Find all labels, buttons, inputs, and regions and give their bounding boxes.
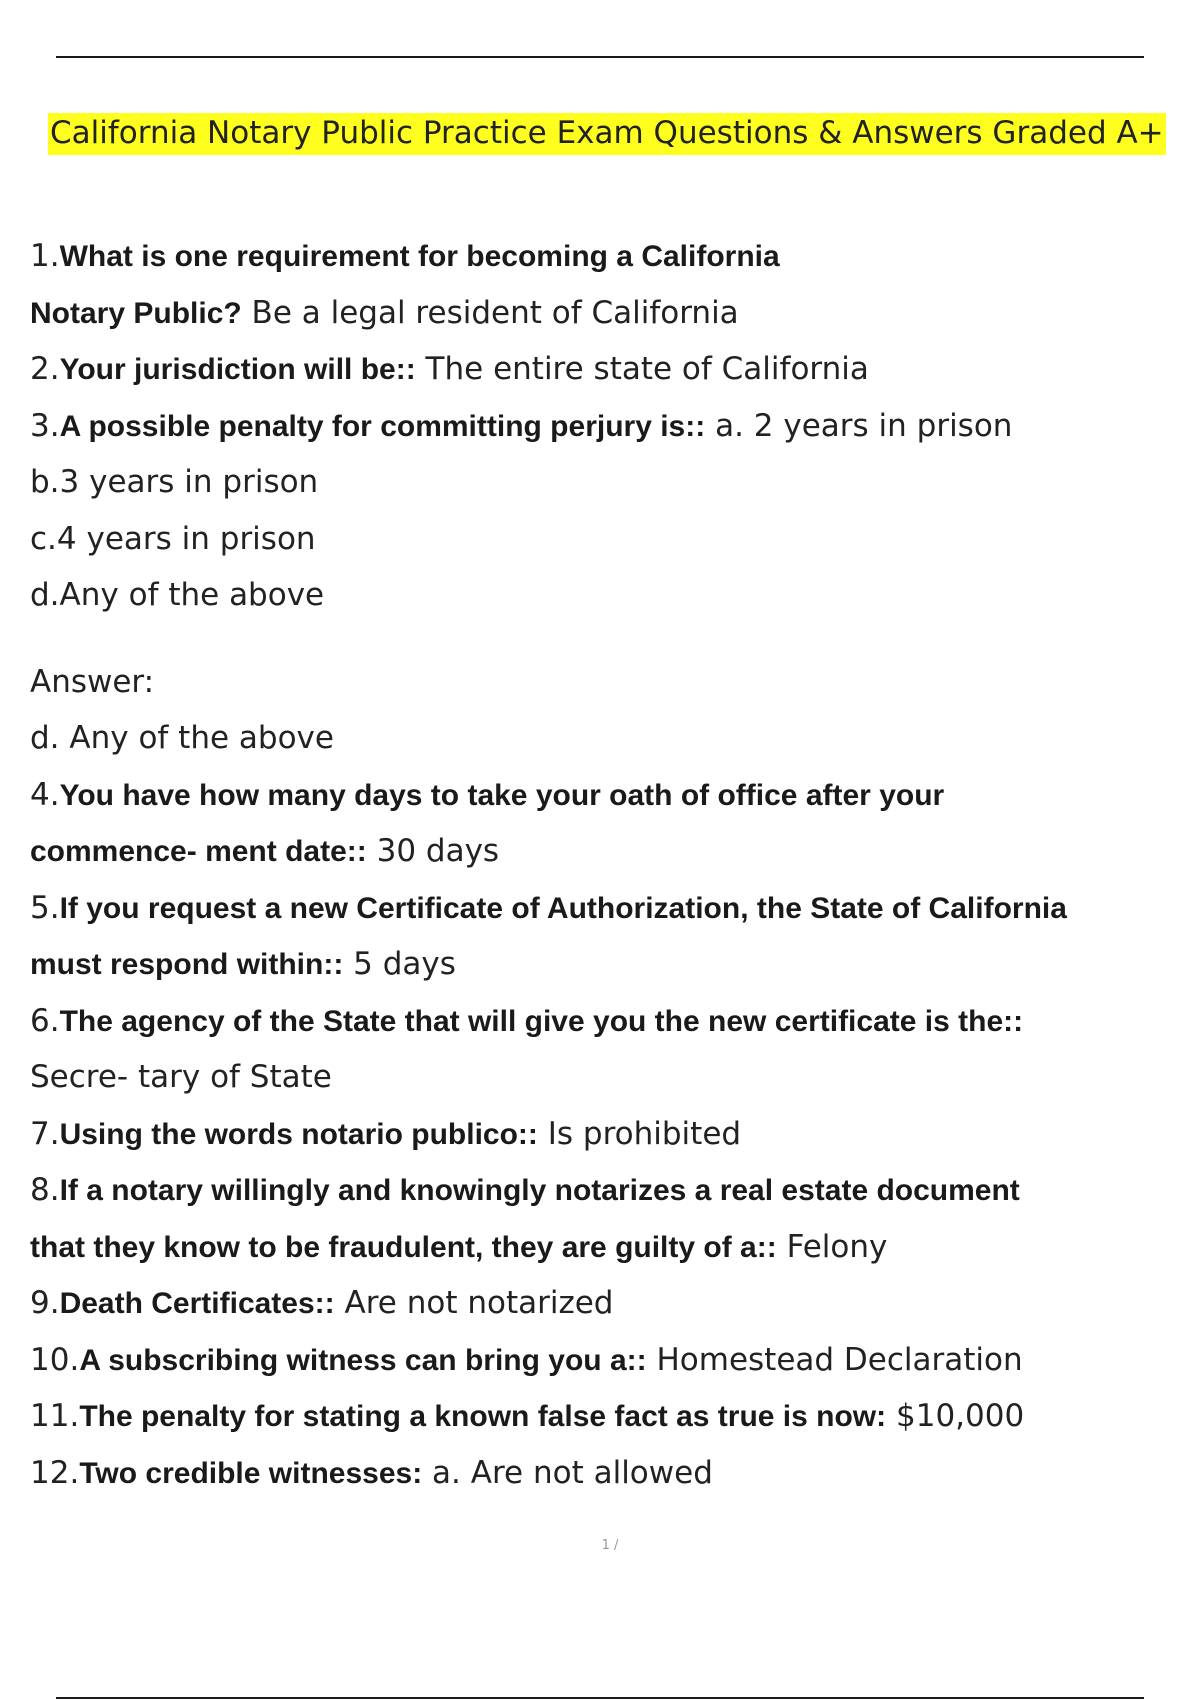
answer-label: Answer:: [30, 663, 155, 700]
question-text: The agency of the State that will give you the new certificate is the::: [59, 1004, 1024, 1038]
answer-text: 5 days: [343, 946, 456, 982]
question-text: commence- ment date::: [30, 835, 367, 868]
question-text: What is one requirement for becoming a California: [59, 240, 780, 273]
option-line: [30, 567, 1180, 624]
answer-text: Felony: [776, 1228, 888, 1265]
qa-line: [30, 1162, 1180, 1219]
item-number: 1.: [30, 238, 60, 274]
question-text: You have how many days to take your oath of office after your: [59, 778, 945, 812]
qa-line: [30, 1445, 1180, 1502]
question-text: If you request a new Certificate of Authorization, the State of California: [59, 891, 1067, 925]
question-text: Death Certificates::: [59, 1287, 335, 1320]
answer-text: Is prohibited: [537, 1115, 742, 1152]
question-text: Your jurisdiction will be::: [59, 353, 416, 386]
qa-line: [30, 1332, 1180, 1389]
qa-line: [30, 285, 1180, 342]
answer-text: a. Are not allowed: [422, 1454, 713, 1491]
option-line: [30, 454, 1180, 511]
qa-line: [30, 1388, 1180, 1445]
option-text: 3 years in prison: [59, 464, 319, 500]
option-letter: d.: [30, 577, 60, 613]
answer-text: Homestead Declaration: [646, 1341, 1023, 1378]
question-text: A subscribing witness can bring you a::: [79, 1343, 647, 1377]
item-number: 10.: [30, 1341, 80, 1378]
qa-line: [30, 1275, 1180, 1332]
item-number: 2.: [30, 351, 60, 387]
qa-line: [30, 767, 1180, 824]
question-text: that they know to be fraudulent, they are guilty of a::: [30, 1230, 777, 1264]
question-text: A possible penalty for committing perjury is::: [59, 409, 706, 443]
answer-line: [30, 710, 1180, 767]
answer-text: $10,000: [886, 1398, 1025, 1434]
question-text: Notary Public?: [30, 296, 242, 330]
answer-label-line: [30, 654, 1180, 711]
item-number: 5.: [30, 889, 60, 926]
qa-line: [30, 398, 1180, 455]
bottom-rule: [56, 1697, 1144, 1699]
qa-line: [30, 993, 1180, 1050]
item-number: 6.: [30, 1002, 60, 1039]
answer-line: [30, 1049, 1180, 1106]
item-number: 12.: [30, 1454, 80, 1491]
title-highlight: California Notary Public Practice Exam Questions & Answers Graded A+: [48, 113, 1166, 155]
option-text: Any of the above: [59, 577, 325, 613]
top-rule: [56, 56, 1144, 58]
answer-text: The entire state of California: [415, 351, 869, 387]
qa-line: [30, 341, 1180, 398]
option-letter: c.: [30, 520, 57, 557]
option-letter: b.: [30, 464, 60, 500]
qa-line: [30, 1106, 1180, 1163]
option-text: 4 years in prison: [56, 520, 316, 557]
item-number: 9.: [30, 1285, 60, 1321]
item-number: 8.: [30, 1172, 60, 1208]
qa-list: [30, 228, 1180, 1501]
item-number: 7.: [30, 1115, 60, 1152]
option-line: [30, 511, 1180, 568]
question-text: If a notary willingly and knowingly notarizes a real estate document: [59, 1174, 1020, 1207]
qa-line: [30, 228, 1180, 285]
answer-text: Are not notarized: [334, 1285, 614, 1321]
question-text: Two credible witnesses:: [79, 1456, 423, 1490]
page-number: 1 /: [601, 1538, 619, 1553]
question-text: Using the words notario publico::: [59, 1117, 538, 1151]
qa-line: [30, 936, 1180, 993]
document-title: [48, 115, 1166, 151]
question-text: must respond within::: [30, 948, 344, 981]
item-number: 3.: [30, 407, 60, 444]
qa-line: [30, 823, 1180, 880]
answer-text: 30 days: [366, 833, 500, 869]
answer-text: d. Any of the above: [30, 720, 334, 756]
item-number: 11.: [30, 1398, 80, 1434]
question-text: The penalty for stating a known false fact as true is now:: [79, 1400, 887, 1433]
answer-text: a. 2 years in prison: [705, 407, 1013, 444]
answer-text: Be a legal resident of California: [241, 294, 739, 331]
answer-text: Secre- tary of State: [30, 1059, 332, 1095]
item-number: 4.: [30, 776, 60, 813]
qa-line: [30, 880, 1180, 937]
qa-line: [30, 1219, 1180, 1276]
